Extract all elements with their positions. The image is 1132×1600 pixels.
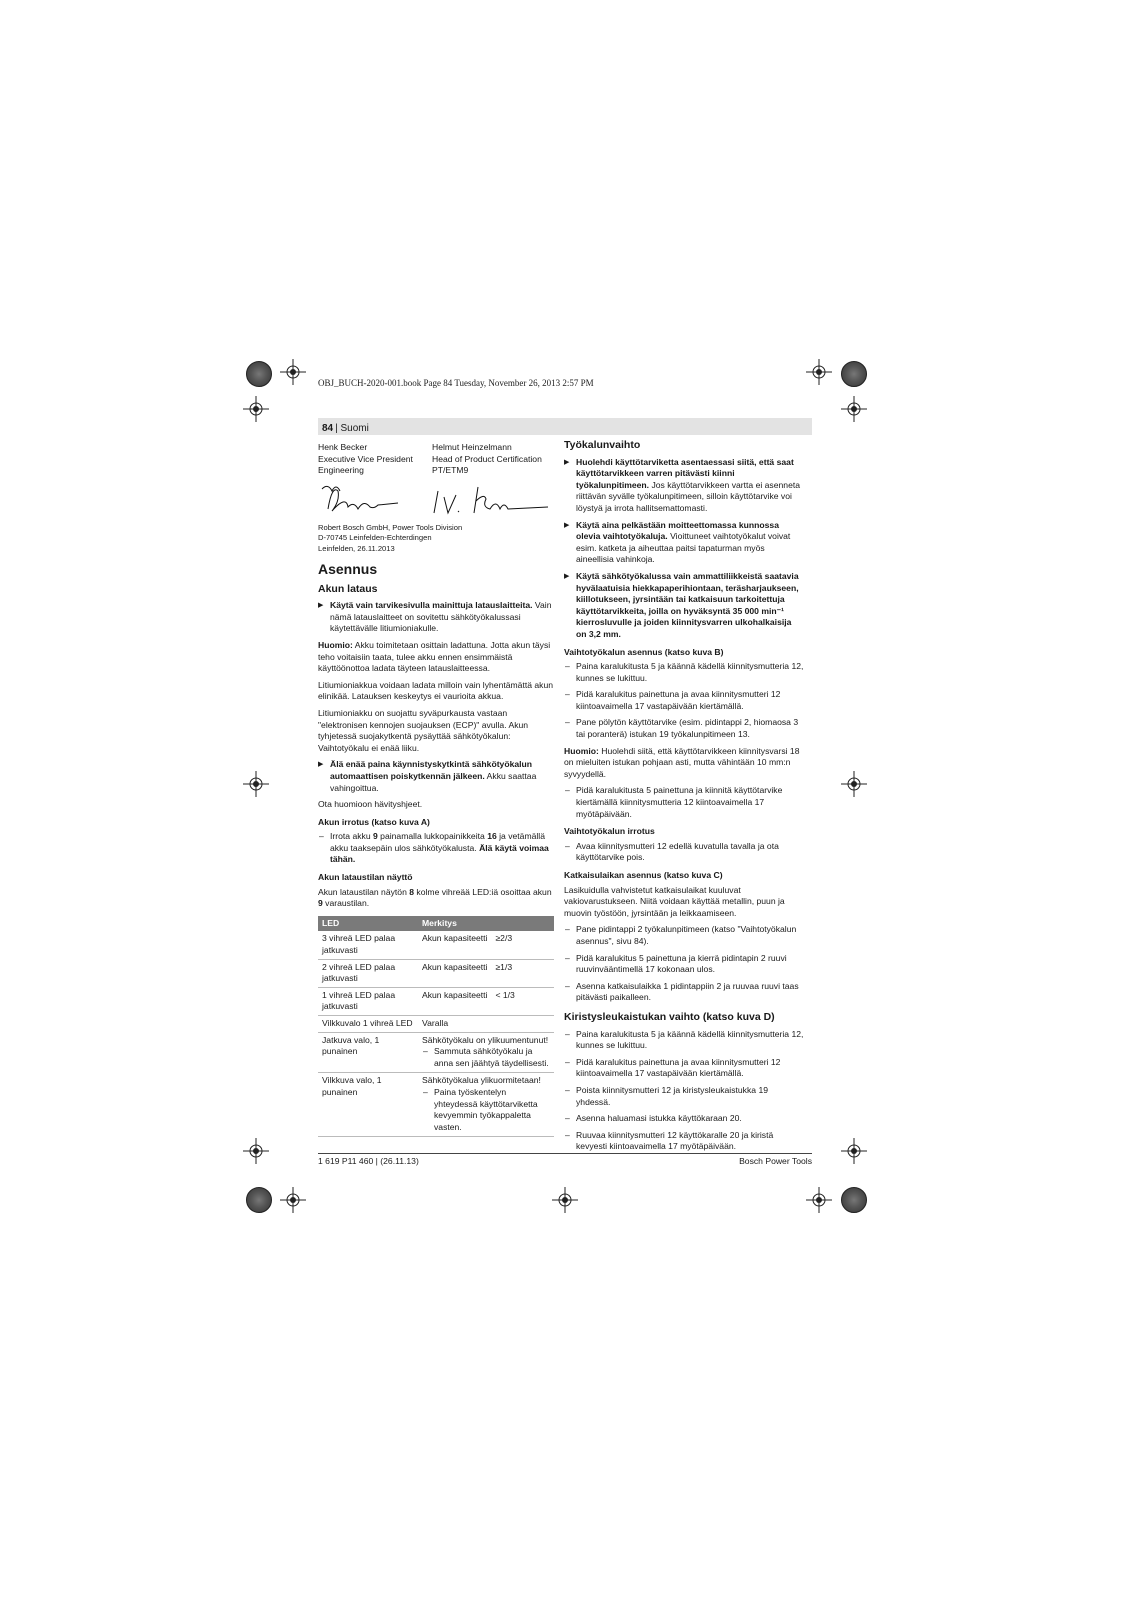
print-disc-bottom-left <box>246 1187 272 1213</box>
handwritten-signatures <box>318 479 554 519</box>
meaning-cell <box>418 1032 554 1073</box>
text: painamalla lukkopainikkeita <box>377 831 488 842</box>
heading-akun-irrotus: Akun irrotus (katso kuva A) <box>318 816 430 827</box>
led-cell: Vilkkuvalo 1 vihreä LED <box>318 1016 418 1033</box>
heading-asennus-b: Vaihtotyökalun asennus (katso kuva B) <box>564 646 724 657</box>
paragraph: Lasikuidulla vahvistetut katkaisulaikat kuuluvat vakiovarustukseen. Niitä voidaan käyttää metallin, puun ja muovin työstöön, jyrsintään ja leikkaamiseen. <box>564 884 785 918</box>
meaning-text: Akun kapasiteetti <box>422 989 488 1000</box>
print-slug: OBJ_BUCH-2020-001.book Page 84 Tuesday, November 26, 2013 2:57 PM <box>318 378 594 388</box>
led-cell: 2 vihreä LED palaa jatkuvasti <box>318 959 418 987</box>
paragraph-note <box>564 746 804 781</box>
warning-switch <box>318 759 554 794</box>
warning-bold: Älä enää paina käynnistyskytkintä sähkötyökalun automaattisen poiskytkennän jälkeen. <box>330 759 533 781</box>
list-item: – Poista kiinnitysmutteri 12 ja kiristysleukaistukka 19 yhdessä. <box>564 1085 804 1108</box>
meaning-text: Sähkötyökalu on ylikuumentunut! <box>422 1034 549 1045</box>
crosshair-icon <box>806 1187 832 1213</box>
warning-chargers <box>318 600 554 635</box>
print-disc-top-right <box>841 361 867 387</box>
heading-kiristys: Kiristysleukaistukan vaihto (katso kuva D) <box>564 1010 775 1023</box>
list-item: – Asenna haluamasi istukka käyttökaraan 20. <box>564 1113 804 1125</box>
paragraph: Ota huomioon hävityshjeet. <box>318 799 423 810</box>
meaning-sub: – Paina työskentelyn yhteydessä käyttötarviketta kevyemmin työkappaletta vasten. <box>422 1087 550 1133</box>
signer-right-title: Head of Product Certification <box>432 453 542 464</box>
meaning-cell <box>418 959 554 987</box>
warning-shank <box>564 457 804 515</box>
meaning-sub: – Sammuta sähkötyökalu ja anna sen jäähtyä täydellisesti. <box>422 1046 550 1069</box>
meaning-value: ≥1/3 <box>495 961 513 972</box>
led-cell: Vilkkuva valo, 1 punainen <box>318 1073 418 1137</box>
text: ja vetämällä akku taaksepäin ulos sähkötyökalusta. <box>330 831 545 853</box>
warning-bold: Käytä vain tarvikesivulla mainittuja latauslaitteita. <box>330 600 533 611</box>
warning-bold: Älä käytä voimaa tähän. <box>330 842 549 865</box>
crosshair-icon <box>243 396 269 422</box>
signer-right-dept: PT/ETM9 <box>432 465 469 476</box>
meaning-text: Sähkötyökalua ylikuormitetaan! <box>422 1075 541 1086</box>
led-cell: 3 vihreä LED palaa jatkuvasti <box>318 931 418 959</box>
company-address-1: Robert Bosch GmbH, Power Tools Division <box>318 522 463 532</box>
ref-number: 9 <box>373 831 378 842</box>
warning-text: Akku saattaa vahingoittua. <box>330 770 537 793</box>
list-item: – Pidä karalukitus painettuna ja avaa kiinnitysmutteri 12 kiintoavaimella 17 vastapäivään kiertämällä. <box>564 689 804 712</box>
crosshair-icon <box>280 359 306 385</box>
table-row <box>318 1032 554 1073</box>
table-row <box>318 987 554 1015</box>
meaning-cell <box>418 987 554 1015</box>
crosshair-icon <box>841 396 867 422</box>
crosshair-icon <box>552 1187 578 1213</box>
note-label: Huomio: <box>318 639 353 650</box>
right-column <box>564 432 804 1158</box>
list-item: – Pidä karalukitusta 5 painettuna ja kiinnitä käyttötarvike kiertämällä kiinnitysmutteria 12 kiintoavaimella 17 myötäpäivään. <box>564 785 804 820</box>
crosshair-icon <box>280 1187 306 1213</box>
crosshair-icon <box>841 1138 867 1164</box>
warning-tools <box>564 520 804 566</box>
company-address-2: D-70745 Leinfelden-Echterdingen <box>318 533 432 543</box>
left-column <box>318 442 554 1137</box>
column-header: Merkitys <box>418 916 554 932</box>
list-item: – Asenna katkaisulaikka 1 pidintappiin 2 ja ruuvaa ruuvi taas pitävästi paikalleen. <box>564 981 804 1004</box>
paragraph <box>318 887 554 910</box>
meaning-text: Akun kapasiteetti <box>422 961 488 972</box>
meaning-cell <box>418 931 554 959</box>
table-row <box>318 1073 554 1137</box>
signer-left-dept: Engineering <box>318 465 364 476</box>
print-disc-bottom-right <box>841 1187 867 1213</box>
meaning-value: ≥2/3 <box>495 933 513 944</box>
signer-left-name: Henk Becker <box>318 442 368 452</box>
list-item: – Avaa kiinnitysmutteri 12 edellä kuvatulla tavalla ja ota käyttötarvike pois. <box>564 841 804 864</box>
warning-text: Vioittuneet vaihtotyökalut voivat esim. katketa ja aiheuttaa paitsi tapaturman myös aineellisia vahinkoja. <box>576 531 791 565</box>
table-row <box>318 931 554 959</box>
signer-left-title: Executive Vice President <box>318 453 413 464</box>
text: varaustilan. <box>322 898 370 909</box>
note-label: Huomio: <box>564 745 599 756</box>
crosshair-icon <box>841 771 867 797</box>
crosshair-icon <box>806 359 832 385</box>
led-cell: 1 vihreä LED palaa jatkuvasti <box>318 987 418 1015</box>
text: Irrota akku <box>330 831 373 842</box>
text: Akun lataustilan näytön <box>318 886 410 897</box>
warning-bold: Käytä aina pelkästään moitteettomassa kunnossa olevia vaihtotyökaluja. <box>576 519 779 542</box>
footer-left: 1 619 P11 460 | (26.11.13) <box>318 1156 419 1166</box>
crosshair-icon <box>243 1138 269 1164</box>
meaning-text: Akun kapasiteetti <box>422 933 488 944</box>
column-header: LED <box>318 916 418 932</box>
ref-number: 8 <box>409 886 415 897</box>
heading-asennus: Asennus <box>318 561 378 577</box>
warning-bold: Käytä sähkötyökalussa vain ammattiliikkeistä saatavia hyvälaatuisia hiekkapaperihiontaan, teräsharjaukseen, kiillotukseen, jyrsintään tai katkaisuun tarkoitettuja käyttötarvikkeita, joilla on hyväksyntä 35 000 min⁻¹ kierrosluvulle ja joiden kiinnitysvarren ulkohalkaisija on 3,2 mm. <box>576 570 799 639</box>
warning-text: Vain nämä latauslaitteet on sovitettu sähkötyökalussasi käytettävälle litiumioniakulle. <box>330 600 552 634</box>
list-item: – Pane pölytön käyttötarvike (esim. pidintappi 2, hiomaosa 3 tai poranterä) istukan 19 työkalunpitimeen 13. <box>564 717 804 740</box>
table-row <box>318 959 554 987</box>
ref-number: 16 <box>487 831 497 842</box>
section-name: | Suomi <box>335 423 369 434</box>
crosshair-icon <box>243 771 269 797</box>
heading-akun-lataus: Akun lataus <box>318 582 378 595</box>
heading-lataustila: Akun lataustilan näyttö <box>318 872 413 883</box>
text: kolme vihreää LED:iä osoittaa akun <box>414 886 552 897</box>
signature-block <box>318 442 554 477</box>
paragraph: Litiumioniakkua voidaan ladata milloin vain lyhentämättä akun elinikää. Latauksen keskeytys ei vaurioita akkua. <box>318 679 554 702</box>
note-text: Huolehdi siitä, että käyttötarvikkeen kiinnitysvarsi 18 on mieluiten istukan pohjaan asti, mutta vähintään 10 mm:n syvyydellä. <box>564 745 800 779</box>
meaning-cell: Varalla <box>418 1016 554 1033</box>
list-item: – Pidä karalukitus painettuna ja avaa kiinnitysmutteri 12 kiintoavaimella 17 vastapäivään kiertämällä. <box>564 1057 804 1080</box>
table-header-row <box>318 916 554 932</box>
table-row <box>318 1016 554 1033</box>
ref-number: 9 <box>318 898 323 909</box>
footer-rule <box>318 1153 812 1154</box>
list-item: – Paina karalukitusta 5 ja käännä kädellä kiinnitysmutteria 12, kunnes se lukittuu. <box>564 661 804 684</box>
footer-right: Bosch Power Tools <box>739 1156 812 1166</box>
note-text: Akku toimitetaan osittain ladattuna. Jotta akun täysi teho voitaisiin taata, tulee akku ennen ensimmäistä käyttöönottoa ladata täyteen latauslaitteessa. <box>318 639 551 674</box>
meaning-value: < 1/3 <box>495 989 515 1000</box>
paragraph: Litiumioniakku on suojattu syväpurkausta vastaan "elektronisen kennojen suojauksen (ECP)" avulla. Akun tyhjetessä suojakytkentä pysäyttää sähkötyökalun: Vaihtotyökalu ei enää liiku. <box>318 707 529 753</box>
list-item: – Ruuvaa kiinnitysmutteri 12 käyttökaralle 20 ja kiristä kevyesti kiintoavaimella 17 myötäpäivään. <box>564 1130 804 1153</box>
print-disc-top-left <box>246 361 272 387</box>
led-table <box>318 916 554 1138</box>
warning-bold: Huolehdi käyttötarviketta asentaessasi siitä, että saat käyttötarvikkeen varren pitävästi kiinni työkalunpitimeen. <box>576 456 794 490</box>
meaning-cell <box>418 1073 554 1137</box>
page-number: 84 <box>322 423 334 434</box>
company-address-3: Leinfelden, 26.11.2013 <box>318 543 395 553</box>
list-item: – Paina karalukitusta 5 ja käännä kädellä kiinnitysmutteria 12, kunnes se lukittuu. <box>564 1029 804 1052</box>
heading-katkaisu: Katkaisulaikan asennus (katso kuva C) <box>564 870 723 880</box>
list-item: – Pane pidintappi 2 työkalunpitimeen (katso "Vaihtotyökalun asennus", sivu 84). <box>564 924 804 947</box>
heading-tyokalunvaihto: Työkalunvaihto <box>564 439 641 451</box>
heading-irrotus: Vaihtotyökalun irrotus <box>564 826 655 837</box>
warning-text: Jos käyttötarvikkeen vartta ei asenneta riittävän syvälle työkalunpitimeen, silloin käyttötarvike voi löystyä ja irrota hallitsemattomasti. <box>576 479 801 513</box>
signer-right-name: Helmut Heinzelmann <box>432 442 512 452</box>
warning-accessories <box>564 571 804 641</box>
led-cell: Jatkuva valo, 1 punainen <box>318 1032 418 1073</box>
list-item <box>318 831 554 866</box>
paragraph-note <box>318 640 554 675</box>
list-item: – Pidä karalukitus 5 painettuna ja kierrä pidintapin 2 ruuvi ruuvinvääntimellä 17 kokonaan ulos. <box>564 953 804 976</box>
